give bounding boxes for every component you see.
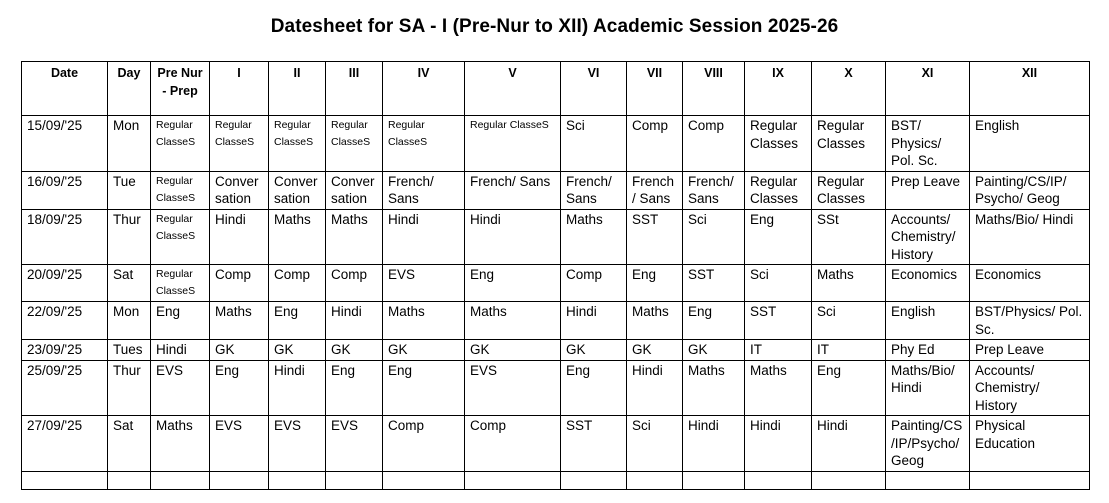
subject-cell: Sci bbox=[561, 116, 627, 172]
subject-cell: Hindi bbox=[812, 416, 886, 472]
subject-cell: Maths bbox=[561, 209, 627, 265]
subject-cell: Regular ClasseS bbox=[151, 209, 210, 265]
subject-cell: GK bbox=[465, 340, 561, 361]
subject-cell: Eng bbox=[326, 360, 383, 416]
subject-cell: Sci bbox=[745, 265, 812, 302]
datesheet-table bbox=[21, 61, 1090, 490]
subject-cell: French/ Sans bbox=[561, 171, 627, 209]
subject-cell: Comp bbox=[683, 116, 745, 172]
date-cell bbox=[22, 471, 108, 489]
subject-cell: French / Sans bbox=[627, 171, 683, 209]
date-cell: 22/09/'25 bbox=[22, 302, 108, 340]
subject-cell: Hindi bbox=[683, 416, 745, 472]
subject-cell bbox=[561, 471, 627, 489]
subject-cell: BST/Physics/ Pol. Sc. bbox=[970, 302, 1090, 340]
subject-cell: English bbox=[886, 302, 970, 340]
table-row bbox=[22, 116, 1090, 172]
date-cell: 18/09/'25 bbox=[22, 209, 108, 265]
subject-cell: Eng bbox=[210, 360, 269, 416]
date-cell: 16/09/'25 bbox=[22, 171, 108, 209]
subject-cell: Regular Classes bbox=[812, 171, 886, 209]
subject-cell: Eng bbox=[465, 265, 561, 302]
subject-cell: Maths bbox=[151, 416, 210, 472]
subject-cell: Regular ClasseS bbox=[151, 265, 210, 302]
date-cell: 25/09/'25 bbox=[22, 360, 108, 416]
day-cell: Tue bbox=[108, 171, 151, 209]
subject-cell: French/ Sans bbox=[465, 171, 561, 209]
subject-cell: Comp bbox=[383, 416, 465, 472]
subject-cell: Maths bbox=[210, 302, 269, 340]
subject-cell: EVS bbox=[210, 416, 269, 472]
subject-cell: Regular ClasseS bbox=[210, 116, 269, 172]
page-title: Datesheet for SA - I (Pre-Nur to XII) Academic Session 2025-26 bbox=[270, 16, 839, 37]
day-cell: Mon bbox=[108, 302, 151, 340]
subject-cell: Hindi bbox=[465, 209, 561, 265]
subject-cell bbox=[627, 471, 683, 489]
subject-cell: Maths/Bio/ Hindi bbox=[970, 209, 1090, 265]
column-header: Date bbox=[22, 62, 108, 116]
date-cell: 23/09/'25 bbox=[22, 340, 108, 361]
subject-cell: GK bbox=[683, 340, 745, 361]
column-header: V bbox=[465, 62, 561, 116]
table-row bbox=[22, 360, 1090, 416]
subject-cell: Regular Classes bbox=[745, 116, 812, 172]
subject-cell: GK bbox=[627, 340, 683, 361]
subject-cell: Eng bbox=[745, 209, 812, 265]
subject-cell: Maths bbox=[683, 360, 745, 416]
subject-cell bbox=[326, 471, 383, 489]
column-header: X bbox=[812, 62, 886, 116]
subject-cell: Eng bbox=[383, 360, 465, 416]
subject-cell: Maths/Bio/ Hindi bbox=[886, 360, 970, 416]
subject-cell: Prep Leave bbox=[970, 340, 1090, 361]
subject-cell: Painting/CS /IP/Psycho/ Geog bbox=[886, 416, 970, 472]
subject-cell: BST/ Physics/ Pol. Sc. bbox=[886, 116, 970, 172]
date-cell: 27/09/'25 bbox=[22, 416, 108, 472]
subject-cell: Comp bbox=[627, 116, 683, 172]
subject-cell: Regular ClasseS bbox=[383, 116, 465, 172]
subject-cell: Prep Leave bbox=[886, 171, 970, 209]
subject-cell: Economics bbox=[970, 265, 1090, 302]
table-row bbox=[22, 416, 1090, 472]
subject-cell: Eng bbox=[269, 302, 326, 340]
subject-cell: English bbox=[970, 116, 1090, 172]
date-cell: 20/09/'25 bbox=[22, 265, 108, 302]
subject-cell: SST bbox=[561, 416, 627, 472]
subject-cell: EVS bbox=[465, 360, 561, 416]
day-cell: Thur bbox=[108, 209, 151, 265]
subject-cell bbox=[812, 471, 886, 489]
subject-cell: Hindi bbox=[383, 209, 465, 265]
column-header: VI bbox=[561, 62, 627, 116]
subject-cell bbox=[886, 471, 970, 489]
column-header: IX bbox=[745, 62, 812, 116]
subject-cell: SSt bbox=[812, 209, 886, 265]
subject-cell: SST bbox=[683, 265, 745, 302]
column-header: Day bbox=[108, 62, 151, 116]
day-cell: Sat bbox=[108, 416, 151, 472]
subject-cell bbox=[970, 471, 1090, 489]
column-header: VIII bbox=[683, 62, 745, 116]
subject-cell: Phy Ed bbox=[886, 340, 970, 361]
table-row bbox=[22, 209, 1090, 265]
subject-cell: Eng bbox=[561, 360, 627, 416]
subject-cell: Hindi bbox=[745, 416, 812, 472]
subject-cell: Economics bbox=[886, 265, 970, 302]
subject-cell: French/ Sans bbox=[683, 171, 745, 209]
column-header: Pre Nur - Prep bbox=[151, 62, 210, 116]
subject-cell: Maths bbox=[269, 209, 326, 265]
subject-cell: Eng bbox=[627, 265, 683, 302]
subject-cell: GK bbox=[561, 340, 627, 361]
subject-cell bbox=[269, 471, 326, 489]
subject-cell: Eng bbox=[151, 302, 210, 340]
subject-cell: Maths bbox=[745, 360, 812, 416]
subject-cell: SST bbox=[745, 302, 812, 340]
table-row bbox=[22, 171, 1090, 209]
subject-cell: Painting/CS/IP/ Psycho/ Geog bbox=[970, 171, 1090, 209]
subject-cell bbox=[465, 471, 561, 489]
column-header: II bbox=[269, 62, 326, 116]
day-cell bbox=[108, 471, 151, 489]
subject-cell bbox=[383, 471, 465, 489]
table-row bbox=[22, 471, 1090, 489]
subject-cell: GK bbox=[269, 340, 326, 361]
subject-cell: Regular Classes bbox=[745, 171, 812, 209]
column-header: I bbox=[210, 62, 269, 116]
subject-cell: Regular ClasseS bbox=[151, 116, 210, 172]
subject-cell: IT bbox=[812, 340, 886, 361]
date-cell: 15/09/'25 bbox=[22, 116, 108, 172]
subject-cell: Comp bbox=[561, 265, 627, 302]
subject-cell: Maths bbox=[326, 209, 383, 265]
subject-cell: French/ Sans bbox=[383, 171, 465, 209]
subject-cell: Maths bbox=[383, 302, 465, 340]
day-cell: Sat bbox=[108, 265, 151, 302]
subject-cell: Comp bbox=[465, 416, 561, 472]
subject-cell bbox=[745, 471, 812, 489]
table-row bbox=[22, 302, 1090, 340]
subject-cell: Maths bbox=[627, 302, 683, 340]
subject-cell: Conver sation bbox=[210, 171, 269, 209]
table-row bbox=[22, 265, 1090, 302]
column-header: XII bbox=[970, 62, 1090, 116]
day-cell: Tues bbox=[108, 340, 151, 361]
subject-cell: Maths bbox=[465, 302, 561, 340]
subject-cell: SST bbox=[627, 209, 683, 265]
subject-cell: Eng bbox=[812, 360, 886, 416]
subject-cell: Eng bbox=[683, 302, 745, 340]
subject-cell: Sci bbox=[627, 416, 683, 472]
subject-cell: Regular ClasseS bbox=[326, 116, 383, 172]
table-row bbox=[22, 340, 1090, 361]
subject-cell: Hindi bbox=[326, 302, 383, 340]
subject-cell: EVS bbox=[151, 360, 210, 416]
subject-cell: Conver sation bbox=[269, 171, 326, 209]
subject-cell: Hindi bbox=[210, 209, 269, 265]
subject-cell: Regular Classes bbox=[812, 116, 886, 172]
subject-cell: Hindi bbox=[627, 360, 683, 416]
subject-cell: Accounts/ Chemistry/ History bbox=[886, 209, 970, 265]
subject-cell: IT bbox=[745, 340, 812, 361]
subject-cell: Accounts/ Chemistry/ History bbox=[970, 360, 1090, 416]
subject-cell: Comp bbox=[269, 265, 326, 302]
subject-cell bbox=[151, 471, 210, 489]
subject-cell: Regular ClasseS bbox=[465, 116, 561, 172]
subject-cell: Maths bbox=[812, 265, 886, 302]
subject-cell: EVS bbox=[383, 265, 465, 302]
subject-cell: GK bbox=[326, 340, 383, 361]
subject-cell: GK bbox=[383, 340, 465, 361]
subject-cell: Regular ClasseS bbox=[151, 171, 210, 209]
column-header: III bbox=[326, 62, 383, 116]
header-row bbox=[22, 62, 1090, 116]
subject-cell bbox=[683, 471, 745, 489]
subject-cell: EVS bbox=[326, 416, 383, 472]
subject-cell: Regular ClasseS bbox=[269, 116, 326, 172]
day-cell: Mon bbox=[108, 116, 151, 172]
day-cell: Thur bbox=[108, 360, 151, 416]
subject-cell: Comp bbox=[210, 265, 269, 302]
subject-cell: Hindi bbox=[151, 340, 210, 361]
subject-cell bbox=[210, 471, 269, 489]
subject-cell: GK bbox=[210, 340, 269, 361]
subject-cell: Physical Education bbox=[970, 416, 1090, 472]
column-header: IV bbox=[383, 62, 465, 116]
subject-cell: Sci bbox=[683, 209, 745, 265]
subject-cell: EVS bbox=[269, 416, 326, 472]
subject-cell: Sci bbox=[812, 302, 886, 340]
column-header: XI bbox=[886, 62, 970, 116]
column-header: VII bbox=[627, 62, 683, 116]
subject-cell: Conver sation bbox=[326, 171, 383, 209]
subject-cell: Comp bbox=[326, 265, 383, 302]
subject-cell: Hindi bbox=[561, 302, 627, 340]
subject-cell: Hindi bbox=[269, 360, 326, 416]
